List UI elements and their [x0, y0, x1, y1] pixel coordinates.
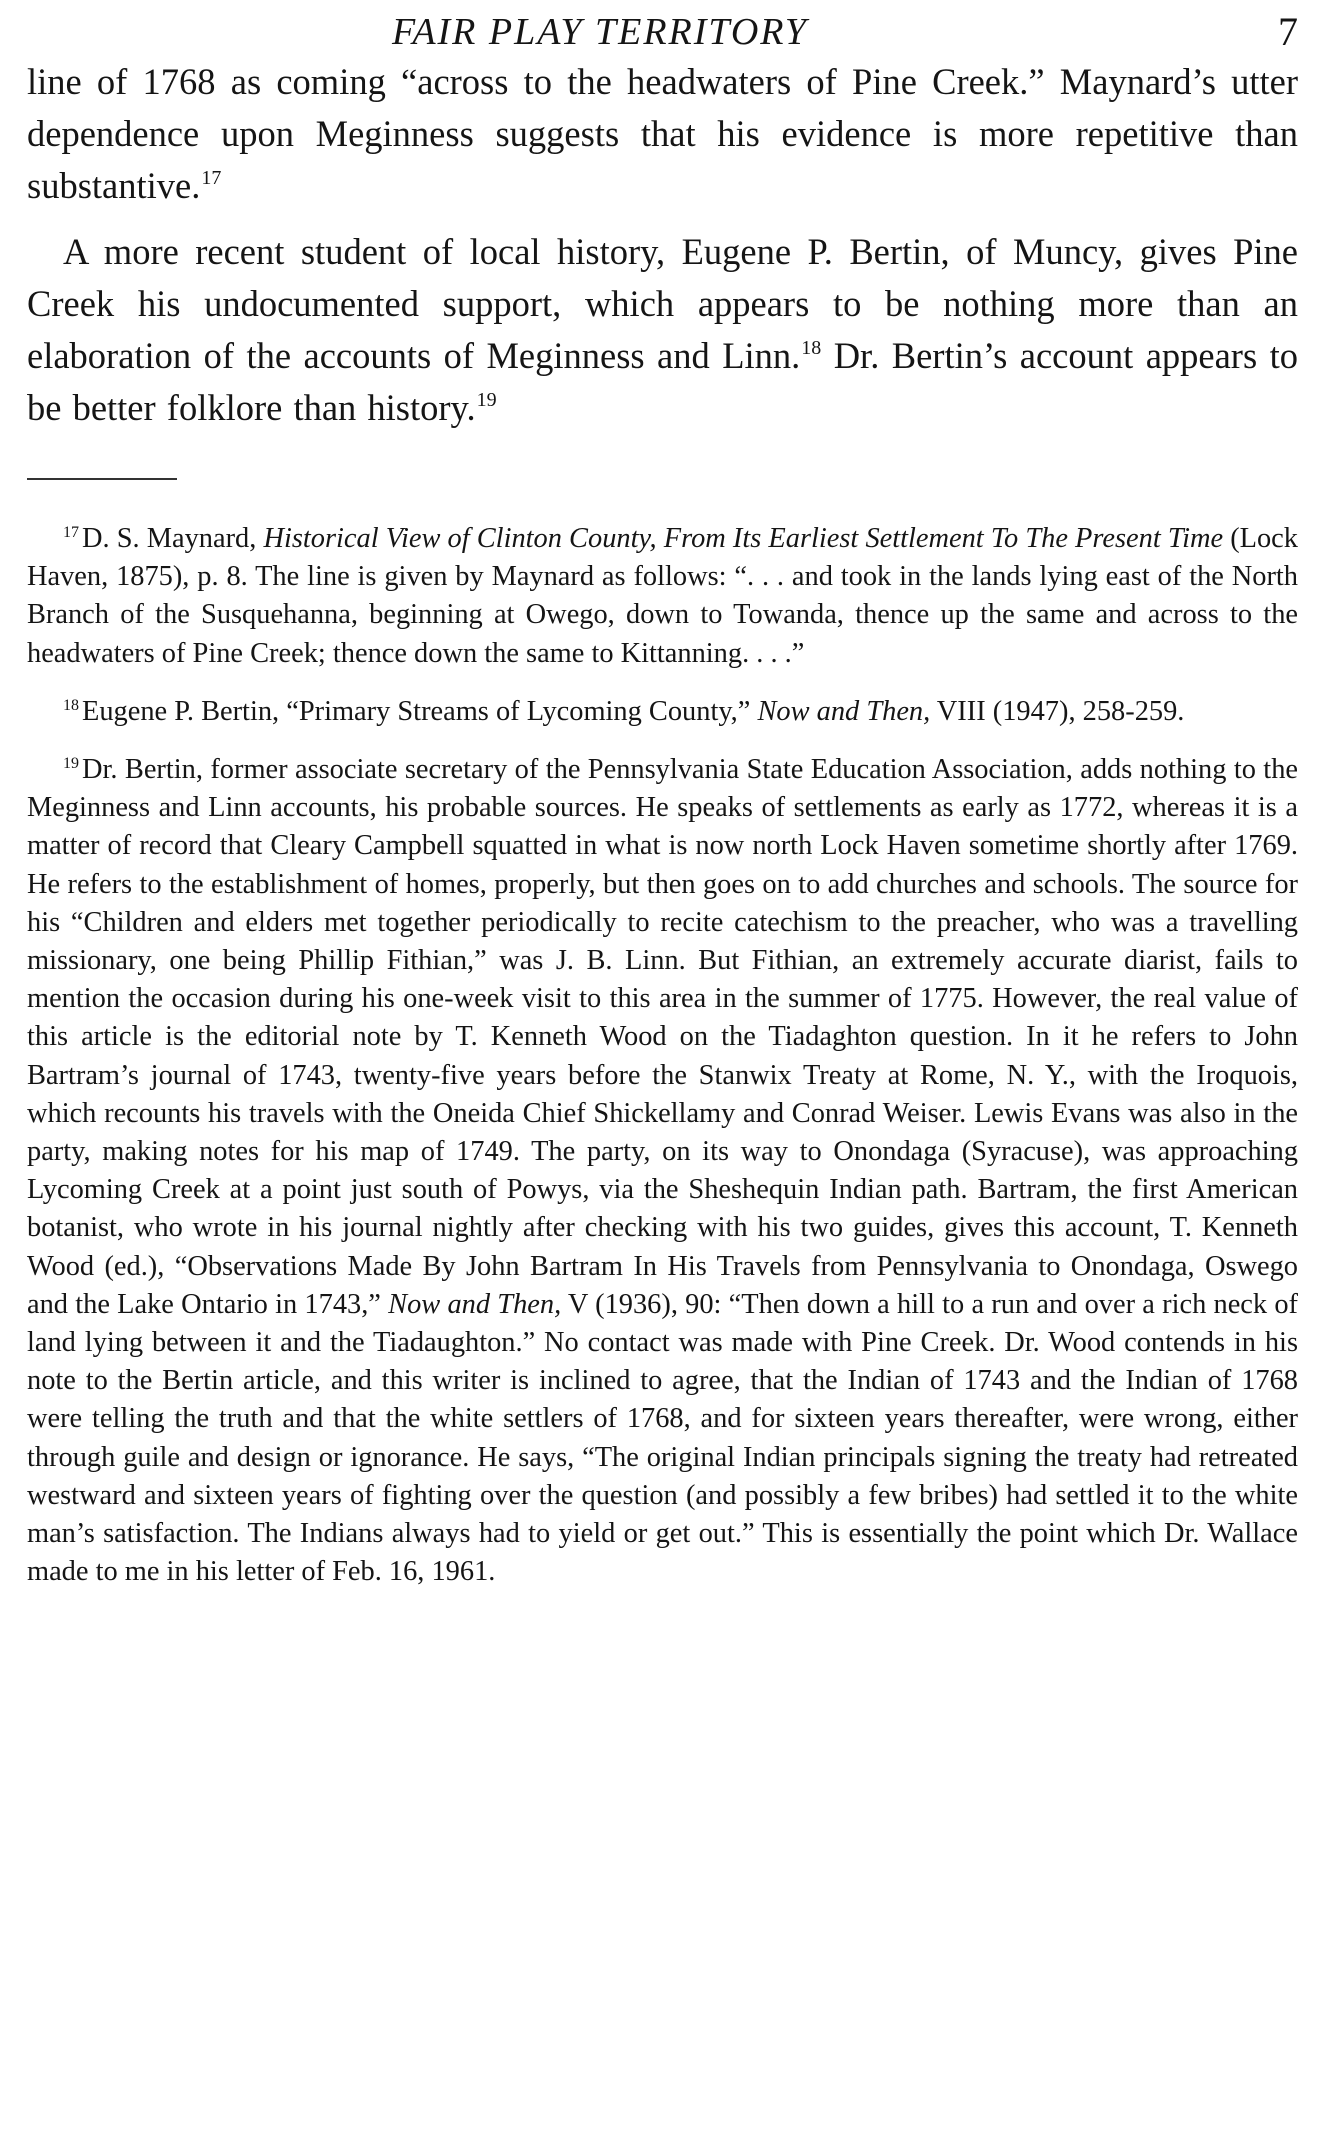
- footnote-text: Eugene P. Bertin, “Primary Streams of Lycoming County,”: [82, 695, 758, 727]
- body-paragraph-2: [27, 226, 1298, 434]
- footnote-reference: 19: [476, 389, 497, 411]
- footnote-19: [27, 751, 1298, 1591]
- footnote-text: Dr. Bertin, former associate secretary of the Pennsylvania State Education Association, adds nothing to the Meginness and Linn accounts, his probable sources. He speaks of settlements as early as 1772, whereas it is a matter of record that Cleary Campbell squatted in what is now north Lock Haven sometime shortly after 1769. He refers to the establishment of homes, properly, but then goes on to add churches and schools. The source for his “Children and elders met together periodically to recite catechism to the preacher, who was a travelling missionary, one being Phillip Fithian,” was J. B. Linn. But Fithian, an extremely accurate diarist, fails to mention the occasion during his one-week visit to this area in the summer of 1775. However, the real value of this article is the editorial note by T. Kenneth Wood on the Tiadaghton question. In it he refers to John Bartram’s journal of 1743, twenty-five years before the Stanwix Treaty at Rome, N. Y., with the Iroquois, which recounts his travels with the Oneida Chief Shickellamy and Conrad Weiser. Lewis Evans was also in the party, making notes for his map of 1749. The party, on its way to Onondaga (Syracuse), was approaching Lycoming Creek at a point just south of Powys, via the Sheshequin Indian path. Bartram, the first American botanist, who wrote in his journal nightly after checking with his two guides, gives this account, T. Kenneth Wood (ed.), “Observations Made By John Bartram In His Travels from Pennsylvania to Onondaga, Oswego and the Lake Ontario in 1743,”: [27, 754, 1298, 1320]
- paragraph-text: line of 1768 as coming “across to the headwaters of Pine Creek.” Maynard’s utter dependence upon Meginness suggests that his evidence is more repetitive than substantive.: [27, 61, 1298, 206]
- footnote-text: V (1936), 90: “Then down a hill to a run and over a rich neck of land lying between it and the Tiadaughton.” No contact was made with Pine Creek. Dr. Wood contends in his note to the Bertin article, and this writer is inclined to agree, that the Indian of 1743 and the Indian of 1768 were telling the truth and that the white settlers of 1768, and for sixteen years thereafter, were wrong, either through guile and design or ignorance. He says, “The original Indian principals signing the treaty had retreated westward and sixteen years of fighting over the question (and possibly a few bribes) had settled it to the white man’s satisfaction. The Indians always had to yield or get out.” This is essentially the point which Dr. Wallace made to me in his letter of Feb. 16, 1961.: [27, 1288, 1298, 1588]
- paragraph-text: Dr. Bertin’s account appears to be better folklore than history.: [27, 335, 1298, 428]
- footnote-text: (Lock Haven, 1875), p. 8. The line is given by Maynard as follows: “. . . and took in the lands lying east of the North Branch of the Susquehanna, beginning at Owego, down to Towanda, thence up the same and across to the headwaters of Pine Creek; thence down the same to Kittanning. . . .”: [27, 523, 1298, 669]
- footnote-17: [27, 520, 1298, 673]
- footnote-divider: [27, 478, 177, 480]
- footnote-text: VIII (1947), 258-259.: [930, 695, 1185, 727]
- footnote-reference: 18: [801, 337, 822, 359]
- journal-title: Now and Then,: [388, 1288, 562, 1320]
- footnote-number: 19: [63, 755, 79, 773]
- running-title: FAIR PLAY TERRITORY: [392, 11, 808, 53]
- footnotes: [27, 520, 1298, 1591]
- footnote-number: 18: [63, 696, 79, 714]
- paragraph-text: A more recent student of local history, Eugene P. Bertin, of Muncy, gives Pine Creek his undocumented support, which appears to be nothing more than an elaboration of the accounts of Meginness and Linn.: [27, 231, 1298, 376]
- footnote-number: 17: [63, 524, 79, 541]
- book-title: Historical View of Clinton County, From Its Earliest Settlement To The Present Time: [263, 523, 1224, 554]
- body-paragraph-1: [27, 56, 1298, 212]
- footnote-reference: 17: [201, 167, 222, 189]
- journal-title: Now and Then,: [757, 695, 931, 727]
- footnote-text: D. S. Maynard,: [82, 523, 264, 554]
- page-number: 7: [1278, 9, 1298, 54]
- footnote-18: [27, 693, 1298, 731]
- page-header: [27, 0, 1298, 56]
